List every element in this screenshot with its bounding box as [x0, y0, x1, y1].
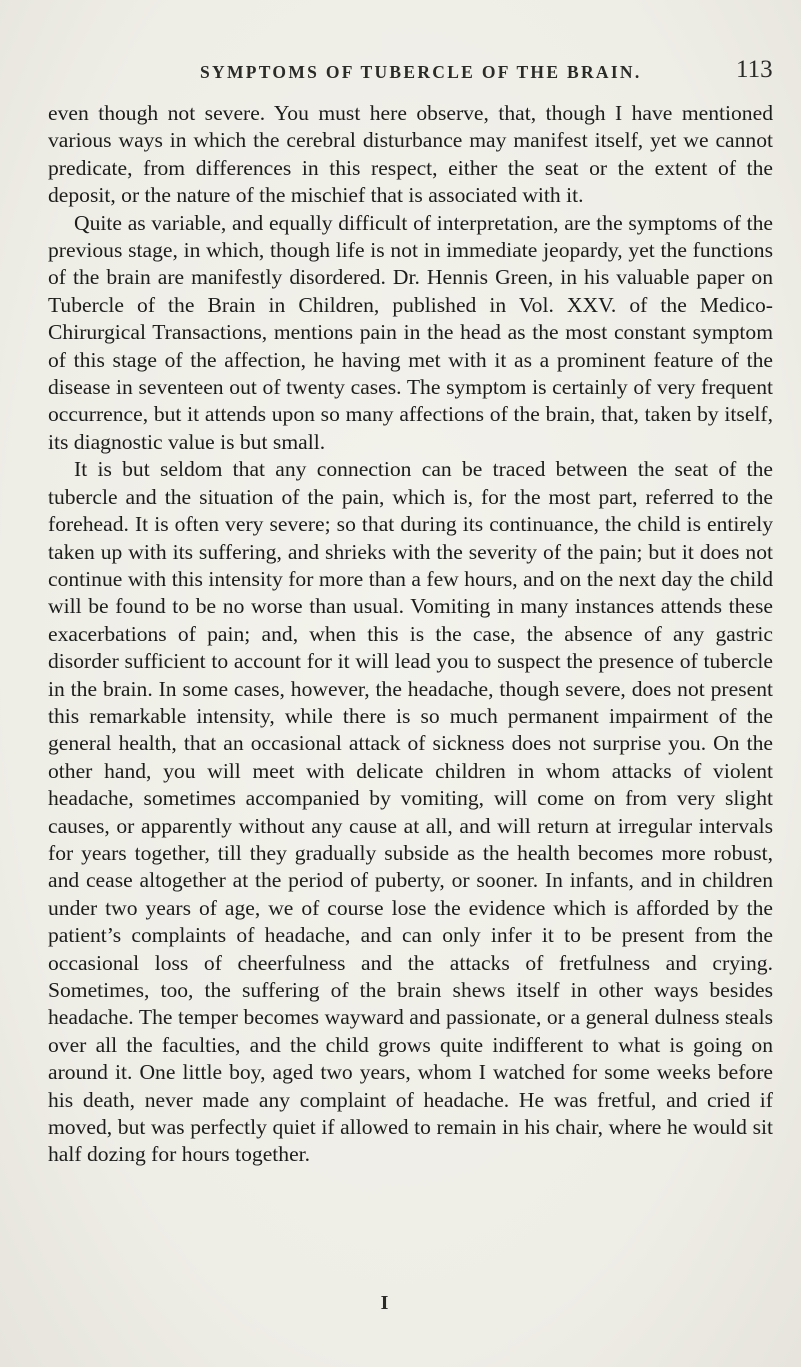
signature-letter: I: [380, 1292, 389, 1314]
body-text: [48, 100, 773, 1169]
paragraph-seat-of-pain: It is but seldom that any connection can be traced between the seat of the tubercle and the situation of the pain, which is, for the most part, referred to the forehead. It is often very severe; so that during its continuance, the child is entirely taken up with its suffering, and shrieks with the severity of the pain; but it does not continue with this intensity for more than a few hours, and on the next day the child will be found to be no worse than usual. Vomiting in many instances attends these exacerbations of pain; and, when this is the case, the absence of any gastric disorder sufficient to account for it will lead you to suspect the presence of tubercle in the brain. In some cases, however, the headache, though severe, does not present this remarkable intensity, while there is so much permanent impairment of the general health, that an occasional attack of sickness does not surprise you. On the other hand, you will meet with delicate children in whom attacks of violent headache, sometimes accompanied by vomiting, will come on from very slight causes, or apparently without any cause at all, and will return at irregular intervals for years together, till they gradually subside as the health becomes more robust, and cease altogether at the period of puberty, or sooner. In infants, and in children under two years of age, we of course lose the evidence which is afforded by the patient’s complaints of headache, and can only infer it to be present from the occasional loss of cheerfulness and the attacks of fretfulness and crying. Sometimes, too, the suffering of the brain shews itself in other ways besides headache. The temper becomes wayward and passionate, or a general dulness steals over all the faculties, and the child grows quite indifferent to what is going on around it. One little boy, aged two years, whom I watched for some weeks before his death, never made any complaint of headache. He was fretful, and cried if moved, but was perfectly quiet if allowed to remain in his chair, where he would sit half dozing for hours together.: [48, 457, 773, 1167]
page-header: [0, 56, 801, 92]
running-head: SYMPTOMS OF TUBERCLE OF THE BRAIN.: [200, 62, 642, 82]
paragraph-continuation: even though not severe. You must here observe, that, though I have mentioned various ways in which the cerebral disturbance may manifest itself, yet we cannot predicate, from differences in this respect, either the seat or the extent of the deposit, or the nature of the mischief that is associated with it.: [48, 101, 773, 208]
signature-mark: [0, 1292, 801, 1315]
paragraph-symptoms-previous-stage: Quite as variable, and equally difficult of interpretation, are the symptoms of the previous stage, in which, though life is not in immediate jeopardy, yet the functions of the brain are manifestly disordered. Dr. Hennis Green, in his valuable paper on Tubercle of the Brain in Children, published in Vol. XXV. of the Medico-Chirurgical Transactions, mentions pain in the head as the most constant symptom of this stage of the affection, he having met with it as a prominent feature of the disease in seventeen out of twenty cases. The symptom is certainly of very frequent occurrence, but it attends upon so many affections of the brain, that, taken by itself, its diagnostic value is but small.: [48, 210, 773, 454]
page-number: 113: [736, 56, 773, 83]
